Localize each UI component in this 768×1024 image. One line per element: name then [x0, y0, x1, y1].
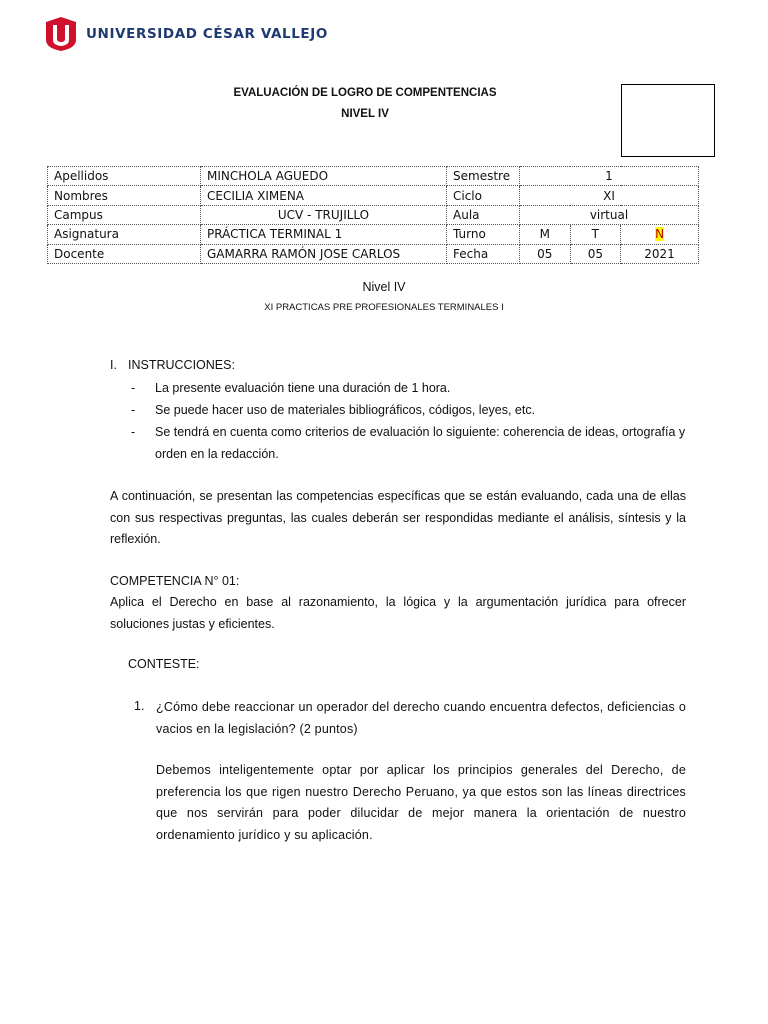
- label-cell: Fecha: [447, 244, 520, 263]
- label-cell: Asignatura: [48, 225, 201, 244]
- section-numeral: I.: [110, 358, 117, 372]
- value-cell: GAMARRA RAMÓN JOSE CARLOS: [201, 244, 447, 263]
- university-logo: [44, 16, 328, 52]
- logo-text: UNIVERSIDAD CÉSAR VALLEJO: [86, 26, 328, 42]
- competencia-text: Aplica el Derecho en base al razonamiento, la lógica y la argumentación jurídica para ofrecer soluciones justas y eficientes.: [110, 595, 686, 631]
- competencia-heading: COMPETENCIA N° 01:: [110, 574, 240, 588]
- value-cell: CECILIA XIMENA: [201, 186, 447, 205]
- student-info-table: [47, 166, 699, 264]
- label-cell: Apellidos: [48, 167, 201, 186]
- label-cell: Docente: [48, 244, 201, 263]
- conteste-label: CONTESTE:: [128, 657, 200, 671]
- table-row: [48, 244, 699, 263]
- turno-cell-highlighted: [621, 225, 699, 244]
- value-cell: PRÁCTICA TERMINAL 1: [201, 225, 447, 244]
- label-cell: Campus: [48, 205, 201, 224]
- table-row: [48, 225, 699, 244]
- value-cell: XI: [520, 186, 699, 205]
- turno-cell: T: [570, 225, 621, 244]
- document-title: EVALUACIÓN DE LOGRO DE COMPENTENCIAS: [233, 87, 497, 99]
- value-cell: UCV - TRUJILLO: [201, 205, 447, 224]
- intro-paragraph: A continuación, se presentan las competencias específicas que se están evaluando, cada una de ellas con sus respectivas preguntas, las cuales deberán ser respondidas mediante el análisis, síntesis y la reflexión.: [110, 489, 686, 546]
- instruction-text: La presente evaluación tiene una duración de 1 hora.: [155, 381, 451, 395]
- question-text: ¿Cómo debe reaccionar un operador del derecho cuando encuentra defectos, deficiencias o vacios en la legislación? (2 puntos): [156, 700, 686, 736]
- date-cell: 05: [570, 244, 621, 263]
- date-cell: 05: [520, 244, 571, 263]
- instruction-text: Se tendrá en cuenta como criterios de evaluación lo siguiente: coherencia de ideas, ortografía y orden en la redacción.: [155, 425, 686, 461]
- label-cell: Turno: [447, 225, 520, 244]
- label-cell: Semestre: [447, 167, 520, 186]
- value-cell: MINCHOLA AGUEDO: [201, 167, 447, 186]
- turno-highlight: N: [655, 227, 665, 242]
- turno-cell: M: [520, 225, 571, 244]
- instruction-text: Se puede hacer uso de materiales bibliográficos, códigos, leyes, etc.: [155, 403, 536, 417]
- question-number: 1.: [134, 699, 145, 713]
- date-cell: 2021: [621, 244, 699, 263]
- dash-bullet: -: [131, 381, 136, 395]
- document-level: NIVEL IV: [341, 108, 389, 120]
- instructions-heading: [110, 358, 235, 372]
- answer-text: Debemos inteligentemente optar por aplicar los principios generales del Derecho, de preferencia los que rigen nuestro Derecho Peruano, ya que estos son las líneas directrices que nos servirán para poder dilucidar de mejor manera la orientación de nuestro ordenamiento jurídico y su aplicación.: [156, 763, 686, 842]
- dash-bullet: -: [131, 425, 136, 439]
- level-subtitle: Nivel IV: [362, 280, 406, 294]
- photo-box: [621, 84, 715, 157]
- label-cell: Nombres: [48, 186, 201, 205]
- course-subtitle: XI PRACTICAS PRE PROFESIONALES TERMINALES I: [264, 302, 504, 313]
- label-cell: Ciclo: [447, 186, 520, 205]
- dash-bullet: -: [131, 403, 136, 417]
- ucv-shield-icon: [44, 16, 78, 52]
- table-row: [48, 186, 699, 205]
- table-row: [48, 205, 699, 224]
- value-cell: 1: [520, 167, 699, 186]
- section-title: INSTRUCCIONES:: [128, 358, 235, 372]
- label-cell: Aula: [447, 205, 520, 224]
- table-row: [48, 167, 699, 186]
- value-cell: virtual: [520, 205, 699, 224]
